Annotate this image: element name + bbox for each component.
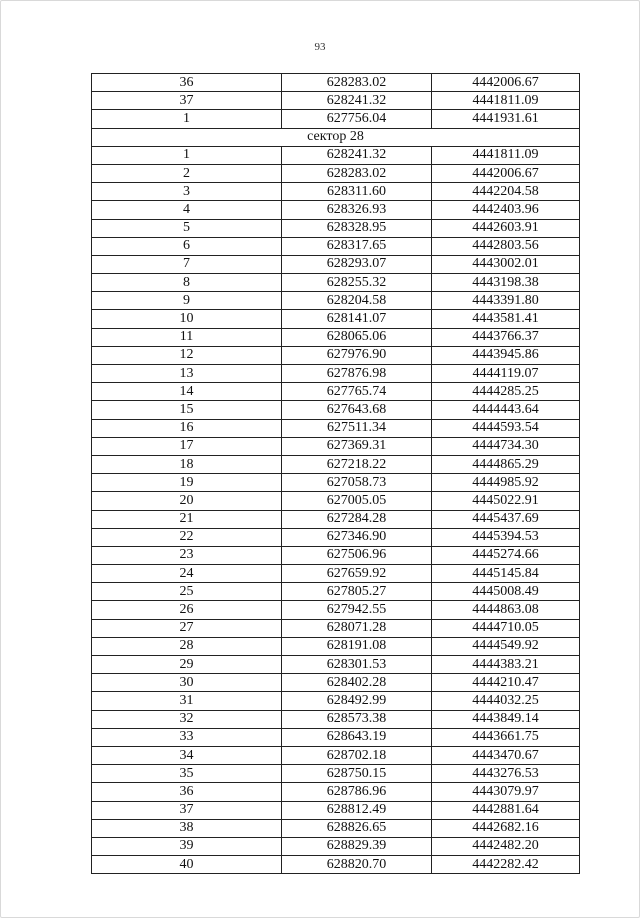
- point-number-cell: 40: [92, 856, 282, 874]
- y-coordinate-cell: 4442006.67: [432, 74, 580, 92]
- point-number-cell: 34: [92, 746, 282, 764]
- y-coordinate-cell: 4444285.25: [432, 383, 580, 401]
- point-number-cell: 33: [92, 728, 282, 746]
- x-coordinate-cell: 628750.15: [282, 765, 432, 783]
- x-coordinate-cell: 627369.31: [282, 437, 432, 455]
- point-number-cell: 4: [92, 201, 282, 219]
- point-number-cell: 12: [92, 346, 282, 364]
- y-coordinate-cell: 4443198.38: [432, 274, 580, 292]
- point-number-cell: 31: [92, 692, 282, 710]
- table-row: [92, 164, 580, 182]
- y-coordinate-cell: 4444032.25: [432, 692, 580, 710]
- point-number-cell: 25: [92, 583, 282, 601]
- table-row: [92, 856, 580, 874]
- x-coordinate-cell: 628786.96: [282, 783, 432, 801]
- point-number-cell: 32: [92, 710, 282, 728]
- y-coordinate-cell: 4444734.30: [432, 437, 580, 455]
- point-number-cell: 37: [92, 801, 282, 819]
- x-coordinate-cell: 627876.98: [282, 365, 432, 383]
- table-row: [92, 237, 580, 255]
- y-coordinate-cell: 4444863.08: [432, 601, 580, 619]
- x-coordinate-cell: 628328.95: [282, 219, 432, 237]
- y-coordinate-cell: 4444443.64: [432, 401, 580, 419]
- x-coordinate-cell: 627805.27: [282, 583, 432, 601]
- y-coordinate-cell: 4442482.20: [432, 837, 580, 855]
- y-coordinate-cell: 4443391.80: [432, 292, 580, 310]
- y-coordinate-cell: 4444710.05: [432, 619, 580, 637]
- table-row: [92, 710, 580, 728]
- table-row: [92, 728, 580, 746]
- point-number-cell: 38: [92, 819, 282, 837]
- sector-header-row: [92, 128, 580, 146]
- y-coordinate-cell: 4442006.67: [432, 164, 580, 182]
- y-coordinate-cell: 4441811.09: [432, 146, 580, 164]
- x-coordinate-cell: 627218.22: [282, 455, 432, 473]
- x-coordinate-cell: 627942.55: [282, 601, 432, 619]
- point-number-cell: 5: [92, 219, 282, 237]
- table-row: [92, 219, 580, 237]
- x-coordinate-cell: 628492.99: [282, 692, 432, 710]
- table-row: [92, 383, 580, 401]
- point-number-cell: 1: [92, 110, 282, 128]
- table-row: [92, 183, 580, 201]
- x-coordinate-cell: 627976.90: [282, 346, 432, 364]
- table-row: [92, 74, 580, 92]
- table-row: [92, 528, 580, 546]
- point-number-cell: 37: [92, 92, 282, 110]
- x-coordinate-cell: 628573.38: [282, 710, 432, 728]
- point-number-cell: 21: [92, 510, 282, 528]
- table-row: [92, 692, 580, 710]
- x-coordinate-cell: 627058.73: [282, 474, 432, 492]
- point-number-cell: 13: [92, 365, 282, 383]
- table-row: [92, 837, 580, 855]
- x-coordinate-cell: 627765.74: [282, 383, 432, 401]
- point-number-cell: 16: [92, 419, 282, 437]
- y-coordinate-cell: 4443002.01: [432, 255, 580, 273]
- x-coordinate-cell: 628241.32: [282, 92, 432, 110]
- x-coordinate-cell: 628702.18: [282, 746, 432, 764]
- x-coordinate-cell: 628241.32: [282, 146, 432, 164]
- y-coordinate-cell: 4445274.66: [432, 546, 580, 564]
- point-number-cell: 10: [92, 310, 282, 328]
- point-number-cell: 22: [92, 528, 282, 546]
- y-coordinate-cell: 4442403.96: [432, 201, 580, 219]
- table-row: [92, 292, 580, 310]
- point-number-cell: 26: [92, 601, 282, 619]
- point-number-cell: 35: [92, 765, 282, 783]
- y-coordinate-cell: 4443766.37: [432, 328, 580, 346]
- point-number-cell: 20: [92, 492, 282, 510]
- x-coordinate-cell: 628071.28: [282, 619, 432, 637]
- table-row: [92, 765, 580, 783]
- table-row: [92, 619, 580, 637]
- x-coordinate-cell: 628326.93: [282, 201, 432, 219]
- x-coordinate-cell: 628204.58: [282, 292, 432, 310]
- point-number-cell: 7: [92, 255, 282, 273]
- point-number-cell: 36: [92, 783, 282, 801]
- table-body-after: [92, 146, 580, 874]
- y-coordinate-cell: 4443661.75: [432, 728, 580, 746]
- point-number-cell: 27: [92, 619, 282, 637]
- table-row: [92, 783, 580, 801]
- table-row: [92, 565, 580, 583]
- x-coordinate-cell: 628301.53: [282, 656, 432, 674]
- table-row: [92, 346, 580, 364]
- y-coordinate-cell: 4442803.56: [432, 237, 580, 255]
- x-coordinate-cell: 628826.65: [282, 819, 432, 837]
- sector-label: сектор 28: [92, 128, 580, 146]
- table-row: [92, 92, 580, 110]
- x-coordinate-cell: 628820.70: [282, 856, 432, 874]
- x-coordinate-cell: 628255.32: [282, 274, 432, 292]
- point-number-cell: 1: [92, 146, 282, 164]
- point-number-cell: 11: [92, 328, 282, 346]
- x-coordinate-cell: 627506.96: [282, 546, 432, 564]
- x-coordinate-cell: 628293.07: [282, 255, 432, 273]
- table-row: [92, 401, 580, 419]
- point-number-cell: 18: [92, 455, 282, 473]
- table-body-before: [92, 74, 580, 129]
- y-coordinate-cell: 4441811.09: [432, 92, 580, 110]
- point-number-cell: 29: [92, 656, 282, 674]
- point-number-cell: 28: [92, 637, 282, 655]
- x-coordinate-cell: 628317.65: [282, 237, 432, 255]
- point-number-cell: 24: [92, 565, 282, 583]
- table-row: [92, 656, 580, 674]
- table-row: [92, 201, 580, 219]
- x-coordinate-cell: 628829.39: [282, 837, 432, 855]
- y-coordinate-cell: 4443079.97: [432, 783, 580, 801]
- y-coordinate-cell: 4442282.42: [432, 856, 580, 874]
- y-coordinate-cell: 4445394.53: [432, 528, 580, 546]
- x-coordinate-cell: 628283.02: [282, 164, 432, 182]
- table-row: [92, 801, 580, 819]
- point-number-cell: 17: [92, 437, 282, 455]
- y-coordinate-cell: 4443276.53: [432, 765, 580, 783]
- point-number-cell: 9: [92, 292, 282, 310]
- point-number-cell: 36: [92, 74, 282, 92]
- table-row: [92, 474, 580, 492]
- point-number-cell: 23: [92, 546, 282, 564]
- point-number-cell: 2: [92, 164, 282, 182]
- table-row: [92, 819, 580, 837]
- table-row: [92, 674, 580, 692]
- y-coordinate-cell: 4444593.54: [432, 419, 580, 437]
- y-coordinate-cell: 4445437.69: [432, 510, 580, 528]
- x-coordinate-cell: 627346.90: [282, 528, 432, 546]
- point-number-cell: 3: [92, 183, 282, 201]
- x-coordinate-cell: 627005.05: [282, 492, 432, 510]
- point-number-cell: 14: [92, 383, 282, 401]
- x-coordinate-cell: 628643.19: [282, 728, 432, 746]
- point-number-cell: 15: [92, 401, 282, 419]
- table-row: [92, 637, 580, 655]
- x-coordinate-cell: 628311.60: [282, 183, 432, 201]
- table-row: [92, 146, 580, 164]
- table-row: [92, 455, 580, 473]
- x-coordinate-cell: 627659.92: [282, 565, 432, 583]
- y-coordinate-cell: 4443945.86: [432, 346, 580, 364]
- y-coordinate-cell: 4442204.58: [432, 183, 580, 201]
- coordinates-table: [91, 73, 580, 874]
- y-coordinate-cell: 4444985.92: [432, 474, 580, 492]
- y-coordinate-cell: 4442682.16: [432, 819, 580, 837]
- y-coordinate-cell: 4444383.21: [432, 656, 580, 674]
- table-row: [92, 437, 580, 455]
- x-coordinate-cell: 628812.49: [282, 801, 432, 819]
- y-coordinate-cell: 4444210.47: [432, 674, 580, 692]
- point-number-cell: 19: [92, 474, 282, 492]
- y-coordinate-cell: 4445022.91: [432, 492, 580, 510]
- x-coordinate-cell: 628283.02: [282, 74, 432, 92]
- table-row: [92, 583, 580, 601]
- point-number-cell: 39: [92, 837, 282, 855]
- y-coordinate-cell: 4443581.41: [432, 310, 580, 328]
- x-coordinate-cell: 627756.04: [282, 110, 432, 128]
- x-coordinate-cell: 627511.34: [282, 419, 432, 437]
- point-number-cell: 30: [92, 674, 282, 692]
- x-coordinate-cell: 628402.28: [282, 674, 432, 692]
- y-coordinate-cell: 4444865.29: [432, 455, 580, 473]
- table-row: [92, 328, 580, 346]
- table-row: [92, 601, 580, 619]
- y-coordinate-cell: 4444119.07: [432, 365, 580, 383]
- y-coordinate-cell: 4442603.91: [432, 219, 580, 237]
- point-number-cell: 6: [92, 237, 282, 255]
- table-row: [92, 546, 580, 564]
- y-coordinate-cell: 4443470.67: [432, 746, 580, 764]
- table-row: [92, 310, 580, 328]
- y-coordinate-cell: 4445145.84: [432, 565, 580, 583]
- x-coordinate-cell: 628141.07: [282, 310, 432, 328]
- table-row: [92, 365, 580, 383]
- table-row: [92, 255, 580, 273]
- table-row: [92, 110, 580, 128]
- table-row: [92, 419, 580, 437]
- y-coordinate-cell: 4443849.14: [432, 710, 580, 728]
- y-coordinate-cell: 4444549.92: [432, 637, 580, 655]
- table-row: [92, 746, 580, 764]
- x-coordinate-cell: 627643.68: [282, 401, 432, 419]
- x-coordinate-cell: 628065.06: [282, 328, 432, 346]
- y-coordinate-cell: 4445008.49: [432, 583, 580, 601]
- x-coordinate-cell: 627284.28: [282, 510, 432, 528]
- table-row: [92, 274, 580, 292]
- table-row: [92, 492, 580, 510]
- page-number: 93: [314, 41, 326, 53]
- x-coordinate-cell: 628191.08: [282, 637, 432, 655]
- point-number-cell: 8: [92, 274, 282, 292]
- y-coordinate-cell: 4442881.64: [432, 801, 580, 819]
- y-coordinate-cell: 4441931.61: [432, 110, 580, 128]
- sector-header-group: [92, 128, 580, 146]
- table-row: [92, 510, 580, 528]
